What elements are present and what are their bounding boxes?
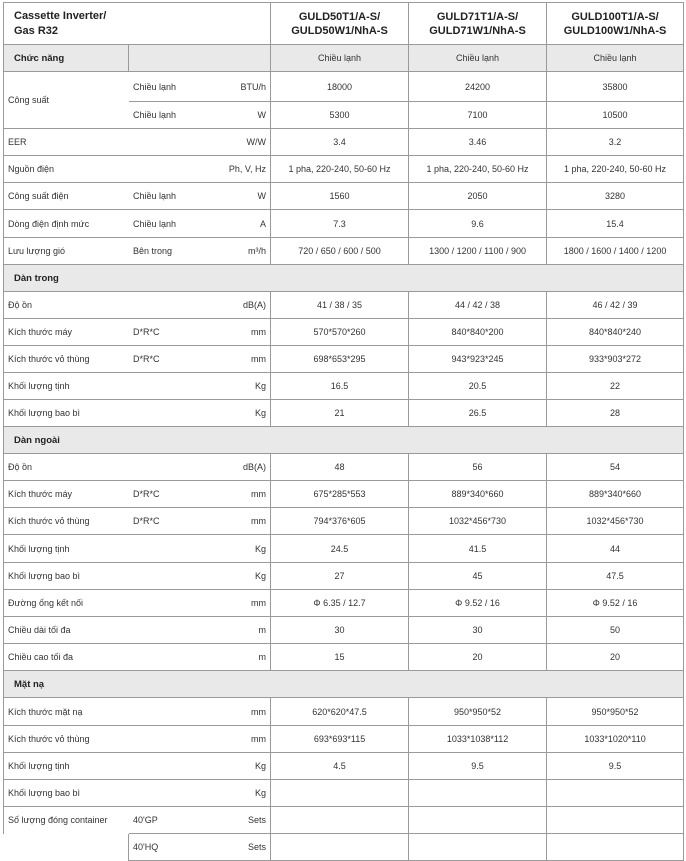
value-cell: 3.46 xyxy=(409,129,547,156)
row-label: Khối lượng tịnh xyxy=(4,535,129,563)
table-row xyxy=(4,319,684,346)
row-sublabel xyxy=(129,726,197,753)
value-cell: 794*376*605 xyxy=(271,508,409,535)
value-cell: 48 xyxy=(271,454,409,481)
value-cell: 16.5 xyxy=(271,373,409,400)
value-cell xyxy=(547,807,684,834)
section-header-indoor xyxy=(4,265,684,292)
value-cell: 1033*1038*112 xyxy=(409,726,547,753)
table-row xyxy=(4,156,684,183)
value-cell: 693*693*115 xyxy=(271,726,409,753)
value-cell: 1033*1020*110 xyxy=(547,726,684,753)
row-sublabel xyxy=(129,698,197,726)
value-cell xyxy=(271,780,409,807)
table-row xyxy=(4,72,684,102)
function-value: Chiều lạnh xyxy=(547,45,684,72)
value-cell xyxy=(409,807,547,834)
function-row xyxy=(4,45,684,72)
value-cell: 3.4 xyxy=(271,129,409,156)
row-unit: dB(A) xyxy=(197,292,271,319)
table-row xyxy=(4,508,684,535)
model-line-2: GULD100W1/NhA-S xyxy=(563,24,667,37)
title-line-2: Gas R32 xyxy=(14,24,59,37)
row-unit: mm xyxy=(197,726,271,753)
value-cell: 840*840*240 xyxy=(547,319,684,346)
row-label: Số lượng đóng container xyxy=(4,807,129,834)
row-unit: Kg xyxy=(197,373,271,400)
row-sublabel xyxy=(129,454,197,481)
value-cell: 889*340*660 xyxy=(409,481,547,508)
row-label: Dòng điện định mức xyxy=(4,210,129,238)
row-unit: m xyxy=(197,617,271,644)
model-line-2: GULD71W1/NhA-S xyxy=(429,24,526,37)
row-label: Chiều dài tối đa xyxy=(4,617,129,644)
row-sublabel: Chiều lạnh xyxy=(129,210,197,238)
function-value: Chiều lạnh xyxy=(271,45,409,72)
row-label: Công suất xyxy=(4,72,129,129)
section-title: Dàn ngoài xyxy=(4,427,684,454)
value-cell: 3280 xyxy=(547,183,684,210)
table-row xyxy=(4,834,684,861)
value-cell xyxy=(547,780,684,807)
value-cell: 9.5 xyxy=(409,753,547,780)
value-cell: 50 xyxy=(547,617,684,644)
row-sublabel xyxy=(129,292,197,319)
value-cell: 20 xyxy=(547,644,684,671)
value-cell: 4.5 xyxy=(271,753,409,780)
row-unit: m xyxy=(197,644,271,671)
value-cell: 56 xyxy=(409,454,547,481)
row-sublabel xyxy=(129,780,197,807)
row-unit: Ph, V, Hz xyxy=(197,156,271,183)
row-unit: mm xyxy=(197,590,271,617)
row-unit: W xyxy=(197,102,271,129)
value-cell: Φ 9.52 / 16 xyxy=(409,590,547,617)
value-cell: 22 xyxy=(547,373,684,400)
row-unit: Kg xyxy=(197,753,271,780)
value-cell: 889*340*660 xyxy=(547,481,684,508)
section-header-panel xyxy=(4,671,684,698)
table-row xyxy=(4,183,684,210)
header-row xyxy=(4,3,684,45)
table-row xyxy=(4,238,684,265)
value-cell: 933*903*272 xyxy=(547,346,684,373)
row-label: Đường ống kết nối xyxy=(4,590,129,617)
value-cell: 54 xyxy=(547,454,684,481)
table-row xyxy=(4,346,684,373)
row-sublabel: D*R*C xyxy=(129,319,197,346)
value-cell: 24200 xyxy=(409,72,547,102)
table-row xyxy=(4,400,684,427)
value-cell: 35800 xyxy=(547,72,684,102)
value-cell: 44 / 42 / 38 xyxy=(409,292,547,319)
value-cell: 7.3 xyxy=(271,210,409,238)
value-cell: 15 xyxy=(271,644,409,671)
row-unit: dB(A) xyxy=(197,454,271,481)
row-sublabel xyxy=(129,535,197,563)
table-row xyxy=(4,780,684,807)
value-cell: 1560 xyxy=(271,183,409,210)
model-line-1: GULD100T1/A-S/ xyxy=(571,10,659,23)
table-row xyxy=(4,563,684,590)
value-cell: 24.5 xyxy=(271,535,409,563)
value-cell: 3.2 xyxy=(547,129,684,156)
row-label: Kích thước máy xyxy=(4,319,129,346)
row-sublabel xyxy=(129,373,197,400)
row-unit: Kg xyxy=(197,563,271,590)
row-unit: mm xyxy=(197,481,271,508)
row-sublabel: D*R*C xyxy=(129,346,197,373)
value-cell: 620*620*47.5 xyxy=(271,698,409,726)
section-header-outdoor xyxy=(4,427,684,454)
value-cell: 30 xyxy=(409,617,547,644)
table-row xyxy=(4,698,684,726)
row-label: EER xyxy=(4,129,129,156)
value-cell: 950*950*52 xyxy=(547,698,684,726)
value-cell: 675*285*553 xyxy=(271,481,409,508)
value-cell: 5300 xyxy=(271,102,409,129)
value-cell xyxy=(271,834,409,861)
value-cell: 41.5 xyxy=(409,535,547,563)
row-unit: W/W xyxy=(197,129,271,156)
value-cell: 46 / 42 / 39 xyxy=(547,292,684,319)
row-unit: Kg xyxy=(197,535,271,563)
value-cell: 18000 xyxy=(271,72,409,102)
table-row xyxy=(4,210,684,238)
value-cell: 950*950*52 xyxy=(409,698,547,726)
table-row xyxy=(4,373,684,400)
value-cell: 570*570*260 xyxy=(271,319,409,346)
value-cell xyxy=(271,807,409,834)
row-sublabel xyxy=(129,156,197,183)
table-row xyxy=(4,292,684,319)
value-cell: 47.5 xyxy=(547,563,684,590)
row-unit: A xyxy=(197,210,271,238)
section-title: Dàn trong xyxy=(4,265,684,292)
value-cell: 720 / 650 / 600 / 500 xyxy=(271,238,409,265)
row-label: Kích thước mặt nạ xyxy=(4,698,129,726)
row-label: Kích thước vỏ thùng xyxy=(4,726,129,753)
value-cell: 9.6 xyxy=(409,210,547,238)
value-cell: 9.5 xyxy=(547,753,684,780)
row-sublabel: Bên trong xyxy=(129,238,197,265)
row-sublabel xyxy=(129,129,197,156)
value-cell: Φ 9.52 / 16 xyxy=(547,590,684,617)
row-unit: W xyxy=(197,183,271,210)
value-cell: 15.4 xyxy=(547,210,684,238)
row-unit: Sets xyxy=(197,834,271,861)
value-cell: 1800 / 1600 / 1400 / 1200 xyxy=(547,238,684,265)
row-unit: mm xyxy=(197,508,271,535)
row-label: Nguồn điện xyxy=(4,156,129,183)
value-cell: 698*653*295 xyxy=(271,346,409,373)
table-title xyxy=(4,3,271,45)
value-cell: 20.5 xyxy=(409,373,547,400)
table-row xyxy=(4,590,684,617)
row-label: Khối lượng tịnh xyxy=(4,373,129,400)
table-row xyxy=(4,129,684,156)
model-line-1: GULD71T1/A-S/ xyxy=(436,10,519,23)
row-unit: Sets xyxy=(197,807,271,834)
spec-table xyxy=(3,2,684,861)
row-unit: mm xyxy=(197,319,271,346)
value-cell: 20 xyxy=(409,644,547,671)
section-title: Mặt nạ xyxy=(4,671,684,698)
row-label: Lưu lượng gió xyxy=(4,238,129,265)
row-label: Độ ồn xyxy=(4,292,129,319)
value-cell: 27 xyxy=(271,563,409,590)
row-unit: Kg xyxy=(197,400,271,427)
row-label: Chiều cao tối đa xyxy=(4,644,129,671)
table-row xyxy=(4,644,684,671)
table-row xyxy=(4,481,684,508)
value-cell xyxy=(409,834,547,861)
row-sublabel xyxy=(129,644,197,671)
value-cell: 1032*456*730 xyxy=(409,508,547,535)
function-value: Chiều lạnh xyxy=(409,45,547,72)
value-cell: 1300 / 1200 / 1100 / 900 xyxy=(409,238,547,265)
row-sublabel: 40'GP xyxy=(129,807,197,834)
value-cell: 1 pha, 220-240, 50-60 Hz xyxy=(271,156,409,183)
value-cell: 44 xyxy=(547,535,684,563)
title-line-1: Cassette Inverter/ xyxy=(14,9,107,22)
model-header xyxy=(409,3,547,45)
row-sublabel: 40'HQ xyxy=(129,834,197,861)
function-label: Chức năng xyxy=(4,45,129,72)
value-cell: 45 xyxy=(409,563,547,590)
value-cell: 28 xyxy=(547,400,684,427)
table-row xyxy=(4,753,684,780)
value-cell: 1032*456*730 xyxy=(547,508,684,535)
value-cell: 21 xyxy=(271,400,409,427)
row-unit: mm xyxy=(197,346,271,373)
row-unit: m³/h xyxy=(197,238,271,265)
value-cell: 10500 xyxy=(547,102,684,129)
value-cell: 1 pha, 220-240, 50-60 Hz xyxy=(409,156,547,183)
row-sublabel xyxy=(129,590,197,617)
row-sublabel xyxy=(129,617,197,644)
table-row xyxy=(4,726,684,753)
row-label: Kích thước vỏ thùng xyxy=(4,346,129,373)
value-cell: 1 pha, 220-240, 50-60 Hz xyxy=(547,156,684,183)
row-label: Khối lượng tịnh xyxy=(4,753,129,780)
table-row xyxy=(4,454,684,481)
model-line-1: GULD50T1/A-S/ xyxy=(298,10,381,23)
value-cell: 2050 xyxy=(409,183,547,210)
row-unit: BTU/h xyxy=(197,72,271,102)
row-label: Kích thước máy xyxy=(4,481,129,508)
model-header xyxy=(547,3,684,45)
row-sublabel: Chiều lạnh xyxy=(129,183,197,210)
row-sublabel xyxy=(129,753,197,780)
value-cell xyxy=(409,780,547,807)
spec-table-body xyxy=(4,3,684,861)
value-cell xyxy=(547,834,684,861)
row-label: Khối lượng bao bì xyxy=(4,780,129,807)
value-cell: Φ 6.35 / 12.7 xyxy=(271,590,409,617)
model-line-2: GULD50W1/NhA-S xyxy=(291,24,388,37)
row-label: Độ ồn xyxy=(4,454,129,481)
row-unit: Kg xyxy=(197,780,271,807)
value-cell: 30 xyxy=(271,617,409,644)
row-sublabel xyxy=(129,400,197,427)
row-sublabel: D*R*C xyxy=(129,508,197,535)
value-cell: 943*923*245 xyxy=(409,346,547,373)
row-label xyxy=(4,834,129,861)
value-cell: 840*840*200 xyxy=(409,319,547,346)
row-label: Khối lượng bao bì xyxy=(4,400,129,427)
value-cell: 7100 xyxy=(409,102,547,129)
row-sublabel: Chiều lạnh xyxy=(129,102,197,129)
table-row xyxy=(4,807,684,834)
row-sublabel: D*R*C xyxy=(129,481,197,508)
value-cell: 41 / 38 / 35 xyxy=(271,292,409,319)
row-label: Khối lượng bao bì xyxy=(4,563,129,590)
function-blank xyxy=(129,45,271,72)
table-row xyxy=(4,617,684,644)
row-label: Công suất điện xyxy=(4,183,129,210)
row-sublabel: Chiều lạnh xyxy=(129,72,197,102)
model-header xyxy=(271,3,409,45)
row-unit: mm xyxy=(197,698,271,726)
value-cell: 26.5 xyxy=(409,400,547,427)
row-label: Kích thước vỏ thùng xyxy=(4,508,129,535)
table-row xyxy=(4,535,684,563)
row-sublabel xyxy=(129,563,197,590)
